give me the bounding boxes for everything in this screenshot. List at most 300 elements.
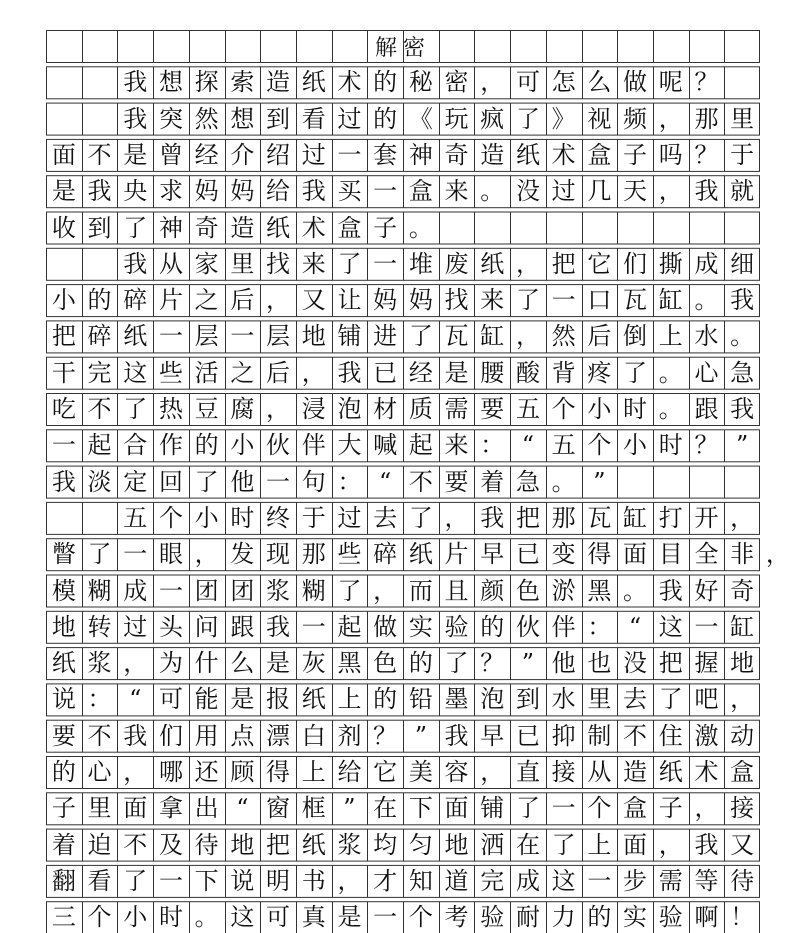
grid-character: 呢 (658, 68, 683, 97)
grid-character: 大 (337, 431, 362, 460)
grid-character: 浸 (301, 395, 326, 423)
grid-character: ” (521, 649, 535, 678)
grid-character: 纸 (301, 830, 326, 859)
grid-character: 纸 (123, 322, 148, 351)
grid-character: 后 (266, 358, 291, 387)
grid-character: 时 (230, 503, 255, 532)
grid-character: 了 (194, 467, 219, 496)
grid-character: 纸 (658, 758, 683, 786)
grid-character: 术 (337, 68, 362, 97)
grid-character: 不 (87, 721, 112, 750)
grid-character: ， (765, 540, 790, 569)
grid-character: 造 (623, 758, 648, 786)
grid-character: 之 (194, 286, 219, 315)
grid-character: 把 (51, 322, 76, 351)
grid-character: 制 (587, 721, 612, 750)
grid-character: 妈 (408, 286, 433, 315)
grid-character: 。 (694, 286, 719, 315)
grid-character: 后 (230, 286, 255, 315)
grid-character: 需 (444, 395, 469, 423)
grid-character: 上 (301, 758, 326, 786)
grid-character: 小 (230, 431, 255, 460)
grid-character: 我 (730, 286, 755, 315)
grid-character: 我 (301, 177, 326, 206)
grid-character: 子 (658, 794, 683, 823)
grid-character: 那 (301, 540, 326, 569)
grid-character: 终 (266, 503, 291, 532)
grid-character: 一 (158, 866, 183, 895)
grid-character: 浆 (266, 576, 291, 605)
grid-character: 术 (301, 213, 326, 242)
grid-character: 家 (194, 249, 219, 278)
grid-character: 。 (480, 177, 505, 206)
grid-character: 了 (515, 104, 540, 133)
grid-character: 了 (408, 503, 433, 532)
grid-character: 小 (194, 503, 219, 532)
grid-character: 要 (51, 721, 76, 750)
grid-character: 团 (230, 576, 255, 605)
grid-character: 为 (158, 649, 183, 678)
grid-character: 盒 (587, 140, 612, 169)
grid-character: 就 (730, 177, 755, 206)
grid-character: 。 (730, 322, 755, 351)
grid-character: 一 (301, 612, 326, 641)
grid-character: 找 (444, 286, 469, 315)
grid-character: 黑 (337, 649, 362, 678)
grid-character: 要 (444, 467, 469, 496)
grid-character: 背 (551, 358, 576, 387)
grid-character: 缸 (623, 503, 648, 532)
grid-character: 它 (373, 758, 398, 786)
grid-character: 在 (373, 794, 398, 823)
grid-character: 片 (444, 540, 469, 569)
grid-character: ， (444, 503, 469, 532)
grid-character: 我 (480, 503, 505, 532)
grid-character: 们 (623, 249, 648, 278)
grid-character: 黑 (587, 576, 612, 605)
grid-character: 把 (266, 830, 291, 859)
grid-character: 匀 (408, 830, 433, 859)
grid-character: 里 (730, 104, 755, 133)
grid-character: 起 (337, 612, 362, 641)
grid-character: 子 (51, 794, 76, 823)
grid-character: 吃 (51, 395, 76, 423)
grid-character: 哪 (158, 758, 183, 786)
grid-character: 个 (408, 903, 433, 932)
grid-character: 豆 (194, 395, 219, 423)
grid-character: 跟 (230, 612, 255, 641)
grid-character: 他 (230, 467, 255, 496)
essay-line (46, 248, 760, 280)
grid-character: 了 (444, 649, 469, 678)
grid-character: 盒 (623, 794, 648, 823)
grid-character: ， (730, 685, 755, 714)
grid-character: 一 (373, 177, 398, 206)
grid-character: 盒 (408, 177, 433, 206)
grid-character: 是 (230, 685, 255, 714)
grid-character: “ (236, 794, 249, 823)
grid-character: 颜 (480, 576, 505, 605)
grid-character: 一 (51, 431, 76, 460)
grid-character: 的 (480, 612, 505, 641)
grid-character: 个 (551, 395, 576, 423)
grid-character: 干 (51, 358, 76, 387)
grid-character: ， (266, 286, 291, 315)
grid-character: 我 (730, 395, 755, 423)
grid-character: 道 (444, 866, 469, 895)
grid-character: 盒 (730, 758, 755, 786)
grid-character: 频 (623, 104, 648, 133)
grid-character: 用 (194, 721, 219, 750)
grid-character: 墨 (444, 685, 469, 714)
grid-character: 五 (123, 503, 148, 532)
grid-character: 模 (51, 576, 76, 605)
grid-character: 索 (230, 68, 255, 97)
grid-character: 白 (301, 721, 326, 750)
grid-character: 给 (266, 177, 291, 206)
grid-character: 也 (587, 649, 612, 678)
essay-line (46, 429, 760, 461)
grid-character: 收 (51, 213, 76, 242)
grid-character: 吧 (694, 685, 719, 714)
grid-character: 得 (587, 540, 612, 569)
grid-character: ” (343, 794, 356, 823)
grid-character: 跟 (694, 395, 719, 423)
grid-character: 材 (373, 395, 398, 423)
grid-character: 早 (480, 721, 505, 750)
grid-character: 五 (551, 431, 576, 460)
grid-character: 小 (587, 395, 612, 423)
grid-character: 造 (266, 68, 291, 97)
grid-character: 到 (266, 104, 291, 133)
grid-character: 面 (623, 830, 648, 859)
grid-character: 来 (480, 286, 505, 315)
grid-character: “ (379, 467, 392, 496)
grid-character: 片 (158, 286, 183, 315)
grid-character: 考 (444, 903, 469, 932)
grid-character: 瓦 (623, 286, 648, 315)
grid-character: 淡 (87, 467, 112, 496)
grid-character: 面 (623, 540, 648, 569)
grid-character: 个 (587, 794, 612, 823)
grid-character: 回 (158, 467, 183, 496)
grid-character: 动 (730, 721, 755, 750)
grid-character: ， (730, 503, 755, 532)
grid-character: 起 (87, 431, 112, 460)
grid-character: 进 (373, 322, 398, 351)
grid-character: 到 (87, 213, 112, 242)
grid-character: 一 (694, 612, 719, 641)
grid-character: 是 (51, 177, 76, 206)
grid-character: 小 (51, 286, 76, 315)
grid-character: 铅 (408, 685, 433, 714)
grid-character: 术 (694, 758, 719, 786)
grid-character: 。 (408, 213, 433, 242)
grid-character: 想 (158, 68, 183, 97)
grid-character: 才 (373, 866, 398, 895)
grid-character: ？ (373, 721, 398, 750)
grid-character: 造 (230, 213, 255, 242)
grid-character: 地 (230, 830, 255, 859)
grid-character: 一 (373, 249, 398, 278)
grid-character: 过 (337, 104, 362, 133)
grid-character: 得 (266, 758, 291, 786)
grid-character: 妈 (194, 177, 219, 206)
grid-character: 套 (373, 140, 398, 169)
grid-character: 接 (551, 758, 576, 786)
grid-character: 的 (87, 286, 112, 315)
grid-character: 在 (515, 830, 540, 859)
grid-character: 铺 (480, 794, 505, 823)
grid-character: 不 (123, 830, 148, 859)
grid-character: 没 (623, 649, 648, 678)
grid-character: 拿 (158, 794, 183, 823)
grid-character: ！ (730, 903, 755, 932)
grid-character: 是 (266, 649, 291, 678)
grid-character: ， (266, 395, 291, 423)
grid-character: 直 (515, 758, 540, 786)
grid-character: 翻 (51, 866, 76, 895)
grid-character: 待 (194, 830, 219, 859)
grid-character: 知 (408, 866, 433, 895)
grid-character: 力 (551, 903, 576, 932)
grid-character: 窗 (266, 794, 291, 823)
grid-character: 那 (551, 503, 576, 532)
grid-character: 缸 (730, 612, 755, 641)
grid-character: ： (587, 612, 612, 641)
grid-character: 不 (87, 395, 112, 423)
grid-character: 盒 (337, 213, 362, 242)
grid-character: 碎 (123, 286, 148, 315)
grid-character: 子 (373, 213, 398, 242)
grid-character: 面 (51, 140, 76, 169)
grid-character: 纸 (266, 213, 291, 242)
grid-character: 疯 (480, 104, 505, 133)
grid-character: 吗 (658, 140, 683, 169)
essay-line (46, 502, 760, 534)
grid-character: 我 (123, 249, 148, 278)
grid-character: 纸 (408, 540, 433, 569)
grid-character: 已 (373, 358, 398, 387)
grid-character: 接 (730, 794, 755, 823)
grid-character: 验 (444, 612, 469, 641)
grid-character: ， (515, 249, 540, 278)
grid-character: 我 (658, 576, 683, 605)
grid-character: 铺 (337, 322, 362, 351)
grid-character: 热 (158, 395, 183, 423)
grid-character: 一 (158, 576, 183, 605)
grid-character: 转 (87, 612, 112, 641)
grid-character: 完 (87, 358, 112, 387)
grid-character: 。 (658, 358, 683, 387)
essay-line (46, 139, 760, 171)
grid-character: 一 (123, 540, 148, 569)
grid-character: 啊 (694, 903, 719, 932)
grid-character: 等 (694, 866, 719, 895)
grid-character: 上 (658, 322, 683, 351)
grid-character: 已 (515, 721, 540, 750)
grid-character: ” (736, 431, 749, 460)
grid-character: 里 (587, 685, 612, 714)
grid-character: 可 (158, 685, 183, 714)
essay-line (46, 683, 760, 715)
grid-character: 心 (87, 758, 112, 786)
grid-character: 不 (623, 721, 648, 750)
grid-character: 我 (123, 721, 148, 750)
grid-character: 时 (158, 903, 183, 932)
grid-character: 了 (408, 322, 433, 351)
grid-character: 地 (301, 322, 326, 351)
grid-character: 可 (515, 68, 540, 97)
grid-character: 些 (158, 358, 183, 387)
grid-character: 待 (730, 866, 755, 895)
grid-character: 么 (587, 68, 612, 97)
grid-character: 面 (444, 794, 469, 823)
grid-character: 倒 (623, 322, 648, 351)
grid-character: ， (515, 322, 540, 351)
grid-character: 上 (337, 685, 362, 714)
grid-character: ， (658, 177, 683, 206)
essay-line (46, 284, 760, 316)
grid-character: 验 (658, 903, 683, 932)
grid-character: 碎 (373, 540, 398, 569)
grid-character: 可 (266, 903, 291, 932)
grid-character: 一 (230, 322, 255, 351)
grid-character: 求 (158, 177, 183, 206)
grid-character: 腐 (230, 395, 255, 423)
grid-character: ： (87, 685, 112, 714)
essay-line (46, 103, 760, 135)
essay-line (46, 792, 760, 824)
grid-character: 喊 (373, 431, 398, 460)
grid-character: 糊 (301, 576, 326, 605)
grid-character: 且 (444, 576, 469, 605)
essay-title: 解密 (374, 35, 431, 61)
grid-character: 全 (694, 540, 719, 569)
grid-character: 地 (444, 830, 469, 859)
grid-character: 均 (373, 830, 398, 859)
grid-character: 堆 (408, 249, 433, 278)
grid-character: 出 (194, 794, 219, 823)
grid-character: 又 (730, 830, 755, 859)
grid-character: 突 (158, 104, 183, 133)
grid-character: ” (593, 467, 606, 496)
grid-character: 好 (694, 576, 719, 605)
grid-character: 眼 (158, 540, 183, 569)
grid-character: 。 (658, 395, 683, 423)
grid-character: 介 (230, 140, 255, 169)
grid-character: 激 (694, 721, 719, 750)
grid-character: 奇 (194, 213, 219, 242)
grid-character: 废 (444, 249, 469, 278)
grid-character: 让 (337, 286, 362, 315)
grid-character: ？ (694, 431, 719, 460)
grid-character: 后 (587, 322, 612, 351)
grid-character: 头 (158, 612, 183, 641)
grid-character: 里 (230, 249, 255, 278)
grid-character: 我 (123, 68, 148, 97)
grid-character: 不 (408, 467, 433, 496)
grid-character: ， (123, 649, 148, 678)
grid-character: 纸 (301, 685, 326, 714)
grid-character: 秘 (408, 68, 433, 97)
grid-character: “ (521, 431, 535, 460)
grid-character: 之 (230, 358, 255, 387)
grid-character: 五 (515, 395, 540, 423)
essay-line (46, 611, 760, 643)
grid-character: 把 (658, 649, 683, 678)
grid-character: ” (414, 721, 427, 750)
grid-character: 。 (623, 576, 648, 605)
grid-character: 时 (623, 395, 648, 423)
grid-character: 买 (337, 177, 362, 206)
grid-character: 伙 (266, 431, 291, 460)
grid-character: 一 (337, 140, 362, 169)
grid-character: 了 (123, 395, 148, 423)
grid-character: 经 (408, 358, 433, 387)
grid-character: 实 (408, 612, 433, 641)
grid-character: 从 (587, 758, 612, 786)
grid-character: 做 (623, 68, 648, 97)
grid-character: 一 (373, 903, 398, 932)
grid-character: 步 (623, 866, 648, 895)
grid-character: 打 (658, 503, 683, 532)
grid-character: 一 (587, 866, 612, 895)
grid-character: 腰 (480, 358, 505, 387)
grid-character: 然 (194, 104, 219, 133)
grid-character: 心 (694, 358, 719, 387)
grid-character: 层 (266, 322, 291, 351)
grid-character: 伙 (515, 612, 540, 641)
grid-character: 央 (123, 177, 148, 206)
grid-character: 实 (623, 903, 648, 932)
grid-character: 么 (230, 649, 255, 678)
grid-character: 。 (551, 467, 576, 496)
grid-character: 些 (337, 540, 362, 569)
grid-character: 成 (123, 576, 148, 605)
grid-character: 耐 (515, 903, 540, 932)
grid-character: ？ (480, 649, 505, 678)
grid-character: 发 (230, 540, 255, 569)
grid-character: 时 (658, 431, 683, 460)
grid-character: 目 (658, 540, 683, 569)
grid-character: ， (337, 866, 362, 895)
grid-character: 过 (337, 503, 362, 532)
grid-character: 过 (551, 177, 576, 206)
grid-character: 容 (444, 758, 469, 786)
grid-character: 个 (87, 903, 112, 932)
grid-character: 把 (551, 249, 576, 278)
grid-character: 这 (551, 866, 576, 895)
grid-character: 我 (694, 830, 719, 859)
grid-character: 明 (266, 866, 291, 895)
grid-character: 酸 (515, 358, 540, 387)
grid-character: 撕 (658, 249, 683, 278)
grid-character: 上 (587, 830, 612, 859)
grid-character: 于 (730, 140, 755, 169)
grid-character: 个 (158, 503, 183, 532)
grid-character: 里 (87, 794, 112, 823)
grid-character: 剂 (337, 721, 362, 750)
grid-character: 们 (158, 721, 183, 750)
grid-character: 色 (515, 576, 540, 605)
grid-character: 急 (515, 467, 540, 496)
grid-character: 找 (266, 249, 291, 278)
grid-character: 还 (194, 758, 219, 786)
grid-character: 然 (551, 322, 576, 351)
grid-character: 是 (123, 140, 148, 169)
essay-line (46, 901, 760, 933)
